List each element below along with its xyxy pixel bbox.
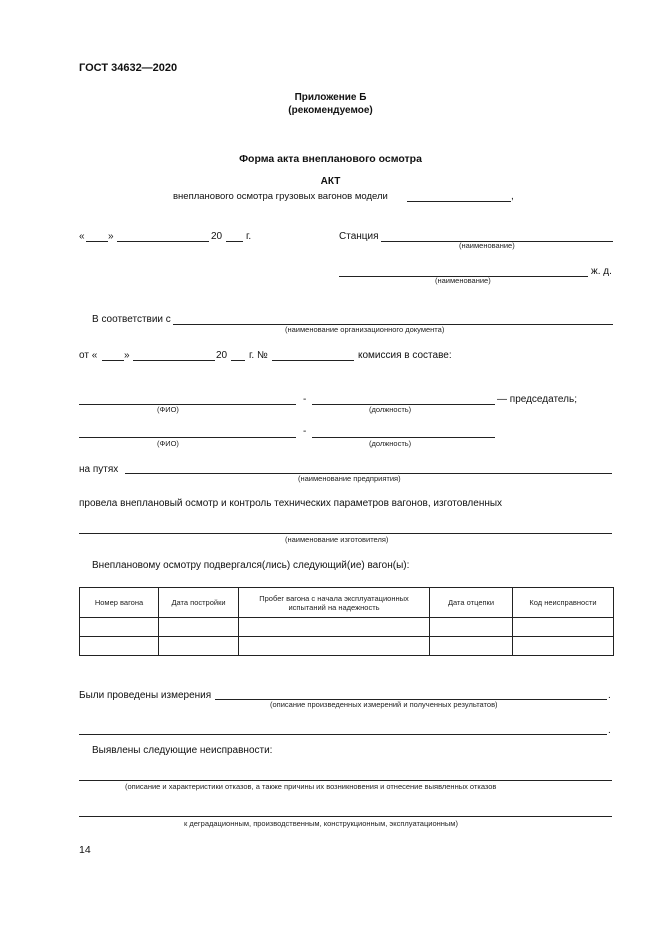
year-prefix: 20 [211, 231, 223, 242]
commission-number-field[interactable] [272, 360, 354, 361]
commission-text: комиссия в составе: [358, 350, 452, 361]
measurements-end-2: . [608, 725, 611, 736]
faults-caption-1: (описание и характеристики отказов, а также причины их возникновения и отнесение выявленных отказов [125, 782, 497, 791]
railway-suffix: ж. д. [591, 266, 612, 277]
measurements-end: . [608, 690, 611, 701]
col-header-wagon-number: Номер вагона [80, 588, 159, 618]
member-2-position-field[interactable] [312, 437, 495, 438]
appendix-subtitle: (рекомендуемое) [288, 105, 373, 116]
act-title: АКТ [320, 176, 341, 187]
standard-code: ГОСТ 34632—2020 [79, 62, 178, 74]
member-1-role: — председатель; [497, 394, 577, 405]
year-field[interactable] [226, 241, 243, 242]
wagons-text: Внеплановому осмотру подвергался(лись) следующий(ие) вагон(ы): [92, 560, 410, 571]
col-header-uncoupling-date: Дата отцепки [430, 588, 513, 618]
col-header-fault-code: Код неисправности [513, 588, 614, 618]
inspection-text: провела внеплановый осмотр и контроль технических параметров вагонов, изготовленных [79, 498, 503, 509]
date-open-quote: « [79, 231, 85, 242]
member-2-fio-field[interactable] [79, 437, 296, 438]
member-1-dash: - [303, 394, 307, 405]
manufacturer-caption: (наименование изготовителя) [285, 535, 389, 544]
wagons-table [79, 587, 614, 656]
station-label: Станция [339, 231, 379, 242]
act-subtitle-end: , [511, 191, 514, 202]
member-1-fio-field[interactable] [79, 404, 296, 405]
appendix-title: Приложение Б [294, 92, 367, 103]
member-2-fio-caption: (ФИО) [157, 439, 179, 448]
railway-caption: (наименование) [435, 276, 491, 285]
table-cell[interactable] [80, 618, 159, 637]
col-header-mileage: Пробег вагона с начала эксплуатационных испытаний на надежность [239, 588, 430, 618]
measurements-caption: (описание произведенных измерений и полученных результатов) [270, 700, 498, 709]
year-suffix: г. [246, 231, 252, 242]
commission-year-field[interactable] [231, 360, 245, 361]
act-subtitle: внепланового осмотра грузовых вагонов модели [173, 191, 388, 202]
member-2-dash: - [303, 426, 307, 437]
page-number: 14 [79, 844, 91, 856]
tracks-label: на путях [79, 464, 119, 475]
commission-from-label: от « [79, 350, 98, 361]
accordance-label: В соответствии с [92, 314, 171, 325]
form-title: Форма акта внепланового осмотра [239, 153, 422, 165]
table-cell[interactable] [159, 618, 239, 637]
commission-month-field[interactable] [133, 360, 215, 361]
tracks-caption: (наименование предприятия) [298, 474, 401, 483]
measurements-field-2[interactable] [79, 734, 607, 735]
table-cell[interactable] [430, 618, 513, 637]
commission-number-label: г. № [249, 350, 268, 361]
manufacturer-field[interactable] [79, 533, 612, 534]
table-cell[interactable] [513, 618, 614, 637]
member-1-position-caption: (должность) [369, 405, 412, 414]
table-cell[interactable] [239, 637, 430, 656]
accordance-caption: (наименование организационного документа) [285, 325, 445, 334]
wagon-model-field[interactable] [407, 201, 511, 202]
day-field[interactable] [86, 241, 108, 242]
table-cell[interactable] [430, 637, 513, 656]
commission-year-prefix: 20 [216, 350, 228, 361]
member-2-position-caption: (должность) [369, 439, 412, 448]
station-caption: (наименование) [459, 241, 515, 250]
month-field[interactable] [117, 241, 209, 242]
table-header-row [80, 588, 614, 618]
faults-field-2[interactable] [79, 816, 612, 817]
measurements-label: Были проведены измерения [79, 690, 212, 701]
table-cell[interactable] [159, 637, 239, 656]
col-header-build-date: Дата постройки [159, 588, 239, 618]
table-cell[interactable] [239, 618, 430, 637]
commission-day-field[interactable] [102, 360, 124, 361]
table-row [80, 637, 614, 656]
table-cell[interactable] [80, 637, 159, 656]
date-close-quote: » [108, 231, 114, 242]
commission-close-quote: » [124, 350, 130, 361]
faults-field-1[interactable] [79, 780, 612, 781]
member-1-fio-caption: (ФИО) [157, 405, 179, 414]
faults-caption-2: к деградационным, производственным, конструкционным, эксплуатационным) [184, 819, 458, 828]
table-row [80, 618, 614, 637]
faults-label: Выявлены следующие неисправности: [92, 745, 273, 756]
table-cell[interactable] [513, 637, 614, 656]
